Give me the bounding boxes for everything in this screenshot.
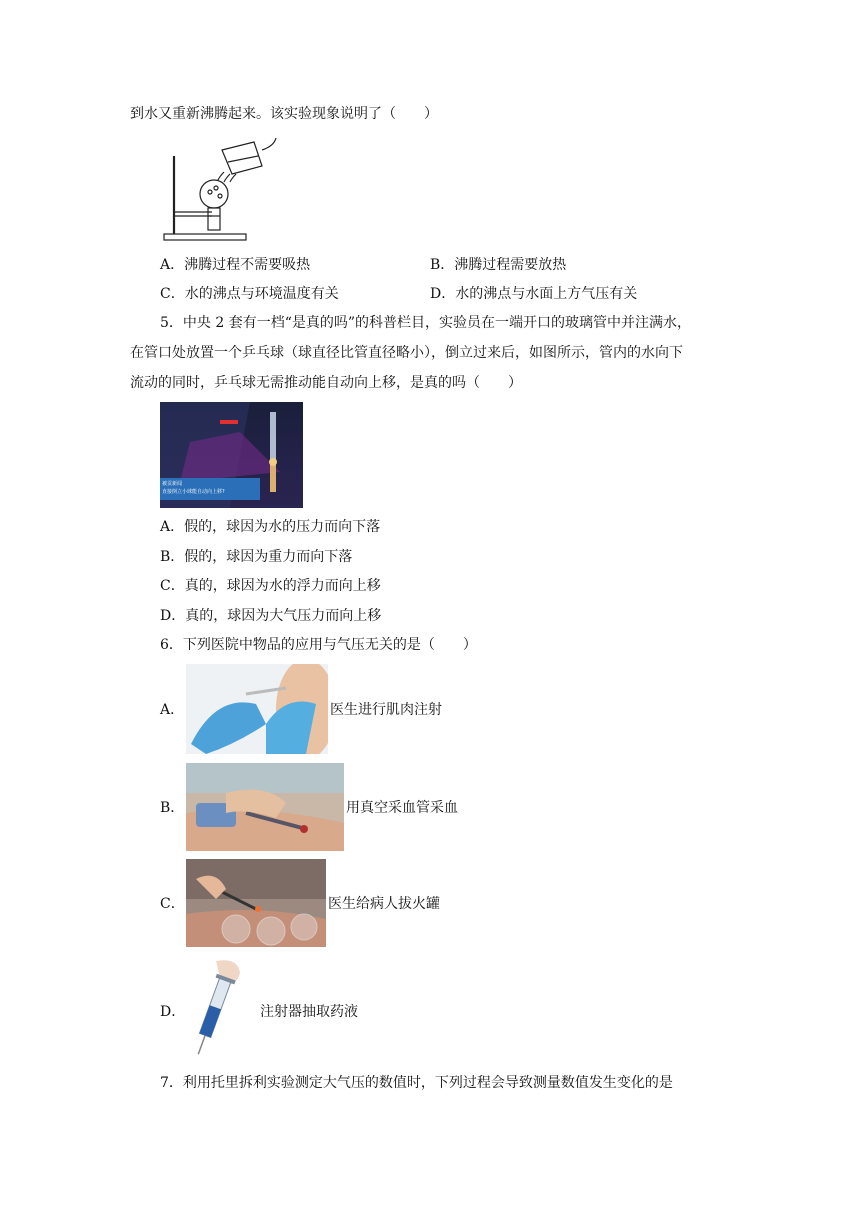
q6-option-a-text: 医生进行肌肉注射 (330, 702, 442, 718)
q4-boiling-apparatus-figure (162, 136, 280, 246)
q6-option-d-text: 注射器抽取药液 (260, 1004, 358, 1020)
q5-option-b-letter: B． (160, 549, 185, 565)
q5-option-d (160, 606, 381, 626)
q6-option-d-syringe-photo (186, 957, 242, 1065)
q6-option-b-letter: B． (160, 800, 185, 816)
q4-option-a-letter: A． (160, 257, 185, 273)
q5-option-a (160, 517, 380, 537)
q6-option-a-injection-photo (186, 664, 328, 754)
q6-option-b-blood-draw-photo (186, 763, 344, 851)
q5-option-b (160, 547, 352, 567)
q4-option-d-text: 水的沸点与水面上方气压有关 (455, 286, 638, 302)
q7-stem: 7．利用托里拆利实验测定大气压的数值时，下列过程会导致测量数值发生变化的是 (160, 1075, 673, 1091)
q4-option-b-text: 沸腾过程需要放热 (454, 257, 567, 273)
q4-option-c (160, 284, 339, 304)
q6-option-d-letter: D． (160, 1004, 186, 1020)
q6-option-a (160, 664, 442, 754)
q6-option-a-letter: A． (160, 702, 185, 718)
q6-option-c-text: 医生给病人拔火罐 (328, 896, 440, 912)
q5-stem-line-2: 在管口处放置一个乒乓球（球直径比管直径略小），倒立过来后，如图所示，管内的水向下 (130, 345, 683, 361)
q4-option-c-letter: C． (160, 286, 185, 302)
q4-option-a-text: 沸腾过程不需要吸热 (184, 257, 311, 273)
q5-option-b-text: 假的，球因为重力而向下落 (184, 549, 353, 565)
q5-option-d-text: 真的，球因为大气压力而向上移 (185, 608, 382, 624)
q5-option-d-letter: D． (160, 608, 186, 624)
q6-option-c (160, 859, 440, 947)
q5-option-c-letter: C． (160, 578, 185, 594)
q4-option-d (430, 284, 637, 304)
q5-figure-caption-2: 直接倒立小球能自动向上移? (162, 489, 225, 495)
q6-option-b (160, 763, 458, 851)
q5-option-a-letter: A． (160, 519, 185, 535)
q6-option-d (160, 957, 358, 1065)
q5-option-c (160, 576, 381, 596)
q5-tv-screenshot-figure (160, 402, 303, 508)
q6-option-c-cupping-photo (186, 859, 326, 947)
q5-stem-line-3: 流动的同时，乒乓球无需推动能自动向上移，是真的吗（ ） (130, 375, 522, 391)
q6-option-b-text: 用真空采血管采血 (346, 800, 458, 816)
q4-option-b (430, 255, 566, 275)
q4-option-b-letter: B． (430, 257, 455, 273)
q6-stem: 6．下列医院中物品的应用与气压无关的是（ ） (160, 637, 477, 653)
q4-option-d-letter: D． (430, 286, 456, 302)
q5-option-a-text: 假的，球因为水的压力而向下落 (184, 519, 381, 535)
q4-option-c-text: 水的沸点与环境温度有关 (184, 286, 339, 302)
q5-stem-line-1: 5．中央 2 套有一档“是真的吗”的科普栏目，实验员在一端开口的玻璃管中并注满水， (160, 315, 692, 331)
q4-option-a (160, 255, 310, 275)
q5-option-c-text: 真的，球因为水的浮力而向上移 (184, 578, 381, 594)
q6-option-c-letter: C． (160, 896, 185, 912)
q5-figure-caption-1: 被贡新闻 (162, 481, 183, 487)
q4-stem-tail: 到水又重新沸腾起来。该实验现象说明了（ ） (130, 106, 438, 122)
